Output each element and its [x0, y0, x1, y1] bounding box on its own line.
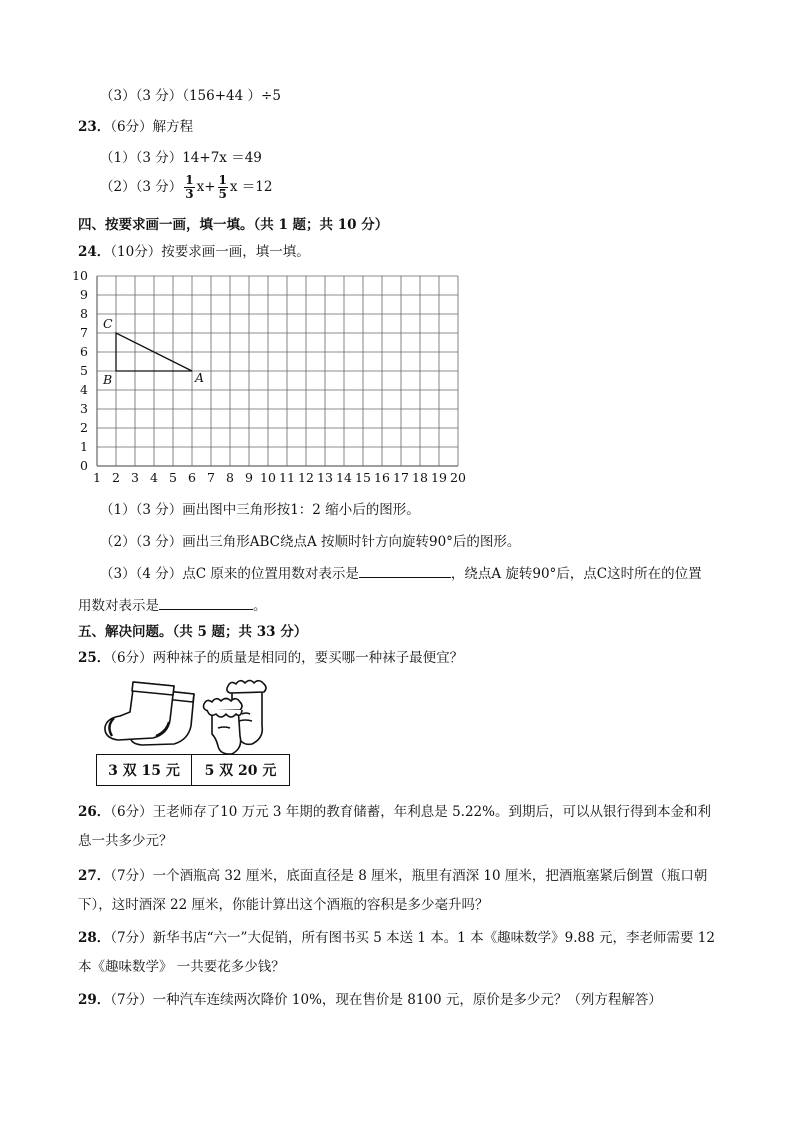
q27-line2: 下），这时酒深 22 厘米，你能计算出这个酒瓶的容积是多少毫升吗？ [78, 897, 489, 913]
frilled-socks-icon [204, 681, 267, 755]
y-tick-label: 7 [80, 325, 88, 340]
y-tick-label: 4 [80, 382, 88, 397]
q27-text: （7分）一个酒瓶高 32 厘米，底面直径是 8 厘米，瓶里有酒深 10 厘米，把酒瓶塞紧后倒置（瓶口朝 [110, 868, 708, 884]
y-tick-label: 2 [80, 420, 88, 435]
q24-sub3-text-a: （3）（4 分）点C 原来的位置用数对表示是 [100, 566, 359, 582]
price-left: 3 双 15 元 [108, 763, 180, 779]
vertex-label-b: B [103, 372, 113, 387]
x-tick-label: 12 [298, 470, 314, 485]
q25-header [78, 646, 463, 666]
y-tick-label: 5 [80, 363, 88, 378]
price-table [96, 754, 290, 786]
x-tick-label: 3 [131, 470, 139, 485]
q24-sub3-text-b: ，绕点A 旋转90°后，点C这时所在的位置 [450, 566, 702, 582]
x-tick-label: 5 [169, 470, 177, 485]
q29-line1 [78, 988, 662, 1008]
q24-sub3-text-c: 用数对表示是 [78, 598, 159, 614]
q25-number: 25． [78, 650, 111, 666]
q23-number: 23． [78, 119, 111, 135]
q24-sub3-cont [78, 594, 267, 614]
q29-text: （7分）一种汽车连续两次降价 10%，现在售价是 8100 元，原价是多少元？（列方程解答） [110, 992, 662, 1008]
q26-line2: 息一共多少元？ [78, 833, 173, 849]
answer-blank-2[interactable] [159, 595, 253, 610]
y-tick-label: 10 [72, 268, 88, 283]
q26-text: （6分）王老师存了10 万元 3 年期的教育储蓄，年利息是 5.22%。到期后，可以从银行得到本金和利 [110, 804, 711, 820]
x-tick-label: 2 [112, 470, 120, 485]
q24-header [78, 240, 310, 260]
x-tick-label: 16 [374, 470, 390, 485]
q24-sub2: （2）（3 分）画出三角形ABC绕点A 按顺时针方向旋转90°后的图形。 [100, 534, 521, 550]
q25-stem: （6分）两种袜子的质量是相同的，要买哪一种袜子最便宜？ [110, 650, 464, 666]
q28-text: （7分）新华书店“六一”大促销，所有图书买 5 本送 1 本。1 本《趣味数学》9.88 元，李老师需要 12 [110, 930, 715, 946]
plain-socks-icon [105, 682, 194, 745]
section4-title: 四、按要求画一画，填一填。（共 1 题；共 10 分） [78, 217, 389, 233]
vertex-label-a: A [195, 370, 205, 385]
q23-sub2 [100, 172, 272, 202]
section5-title: 五、解决问题。（共 5 题；共 33 分） [78, 624, 308, 640]
q28-line1 [78, 926, 715, 946]
x-tick-label: 1 [93, 470, 101, 485]
q27-number: 27． [78, 868, 111, 884]
y-tick-label: 6 [80, 344, 88, 359]
q23-sub2-tail: x ＝12 [229, 179, 273, 195]
y-tick-label: 0 [80, 458, 88, 473]
fraction-one-fifth: $\frac{1}{5}$ [218, 173, 227, 201]
x-tick-label: 4 [150, 470, 158, 485]
x-tick-label: 10 [260, 470, 276, 485]
q24-number: 24． [78, 244, 111, 260]
q23-sub2-prefix: （2）（3 分） [100, 179, 183, 195]
q24-sub1: （1）（3 分）画出图中三角形按1：2 缩小后的图形。 [100, 502, 420, 518]
q22-sub3: （3）（3 分）（156+44 ）÷5 [100, 88, 281, 104]
x-tick-label: 14 [336, 470, 352, 485]
q29-number: 29． [78, 992, 111, 1008]
q23-header [78, 115, 193, 135]
x-tick-label: 11 [279, 470, 295, 485]
x-tick-label: 15 [355, 470, 371, 485]
q27-line1 [78, 864, 707, 884]
y-tick-label: 8 [80, 306, 88, 321]
x-tick-label: 17 [393, 470, 409, 485]
q24-stem: （10分）按要求画一画，填一填。 [110, 244, 310, 260]
q28-line2: 本《趣味数学》 一共要花多少钱？ [78, 959, 285, 975]
price-right: 5 双 20 元 [204, 763, 277, 779]
q24-sub3 [100, 562, 702, 582]
fraction-one-third: $\frac{1}{3}$ [185, 173, 194, 201]
y-tick-label: 1 [80, 439, 88, 454]
x-tick-label: 13 [317, 470, 333, 485]
x-tick-label: 8 [226, 470, 234, 485]
vertex-label-c: C [103, 316, 113, 331]
q23-sub1: （1）（3 分）14+7x ＝49 [100, 150, 262, 166]
x-tick-label: 6 [188, 470, 196, 485]
socks-illustration [96, 674, 296, 756]
y-tick-label: 3 [80, 401, 88, 416]
q26-number: 26． [78, 804, 111, 820]
x-tick-label: 9 [245, 470, 253, 485]
y-tick-label: 9 [80, 287, 88, 302]
answer-blank-1[interactable] [359, 563, 451, 578]
x-tick-label: 18 [412, 470, 428, 485]
x-tick-label: 20 [450, 470, 466, 485]
q23-sub2-mid: x+ [196, 179, 216, 195]
x-tick-label: 19 [431, 470, 447, 485]
q24-sub3-text-d: 。 [253, 598, 267, 614]
x-tick-label: 7 [207, 470, 215, 485]
q26-line1 [78, 800, 711, 820]
q23-stem: （6分）解方程 [110, 119, 194, 135]
coordinate-grid [60, 266, 500, 488]
q28-number: 28． [78, 930, 111, 946]
